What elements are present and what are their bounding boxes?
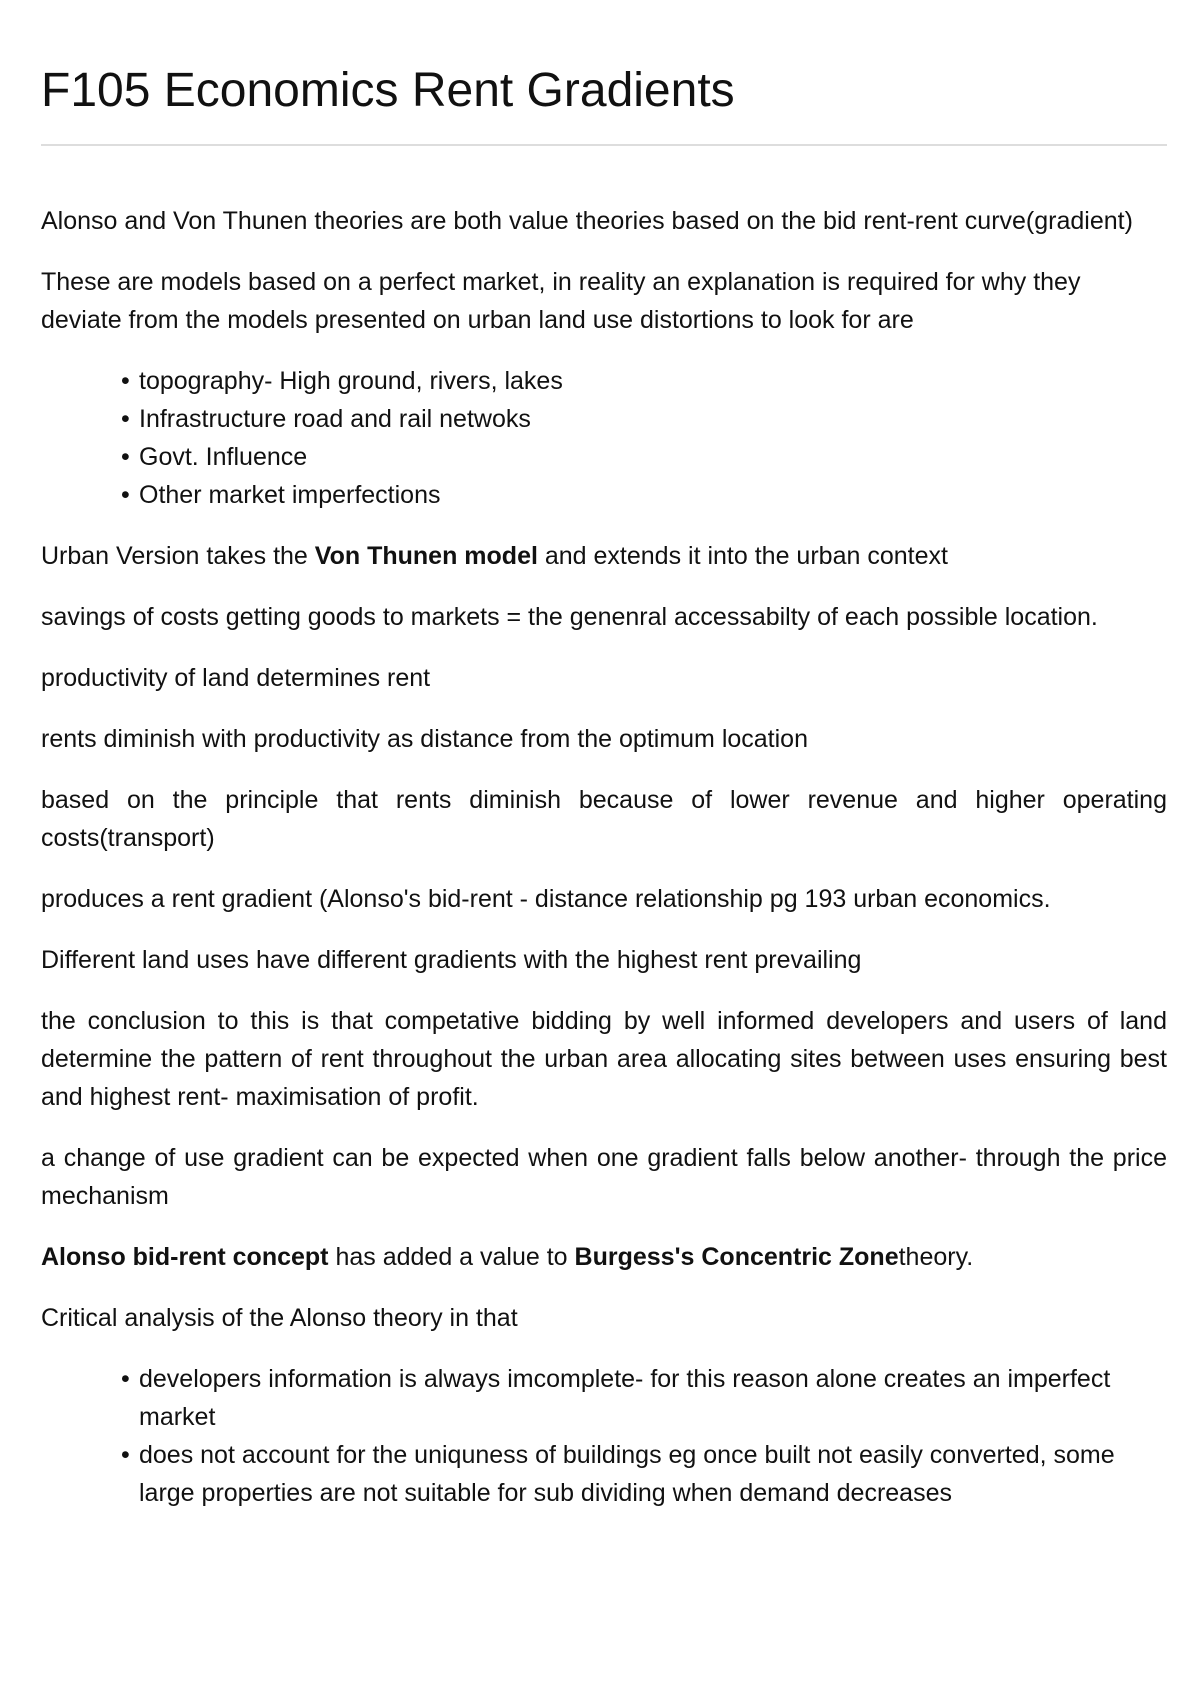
paragraph-rents-diminish: rents diminish with productivity as distance from the optimum location bbox=[41, 725, 808, 753]
list-item: • Govt. Influence bbox=[139, 438, 1167, 476]
paragraph-urban-version bbox=[41, 537, 1167, 575]
list-item: • topography- High ground, rivers, lakes bbox=[139, 362, 1167, 400]
bold-term-von-thunen-model: Von Thunen model bbox=[314, 542, 538, 570]
text-segment: has added a value to bbox=[328, 1243, 575, 1271]
list-item: • Other market imperfections bbox=[139, 476, 1167, 514]
paragraph-perfect-market: These are models based on a perfect market, in reality an explanation is required for why they deviate from the models presented on urban land use distortions to look for are bbox=[41, 268, 1081, 334]
paragraph-rent-gradient: produces a rent gradient (Alonso's bid-rent - distance relationship pg 193 urban economics. bbox=[41, 885, 1051, 913]
list-item: • Infrastructure road and rail netwoks bbox=[139, 400, 1167, 438]
bold-term-burgess-concentric-zone: Burgess's Concentric Zone bbox=[574, 1243, 899, 1271]
paragraph-land-uses: Different land uses have different gradients with the highest rent prevailing bbox=[41, 946, 862, 974]
document-page bbox=[41, 0, 1167, 1535]
page-title: F105 Economics Rent Gradients bbox=[41, 64, 735, 117]
paragraph-conclusion: the conclusion to this is that competative bidding by well informed developers and users of land determine the pattern of rent throughout the urban area allocating sites between uses ensuring best and highest rent- maximisation of profit. bbox=[41, 1007, 1167, 1111]
text-segment: and extends it into the urban context bbox=[537, 542, 948, 570]
paragraph-productivity: productivity of land determines rent bbox=[41, 664, 431, 692]
paragraph-change-of-use: a change of use gradient can be expected when one gradient falls below another- through the price mechanism bbox=[41, 1144, 1167, 1210]
paragraph-principle: based on the principle that rents diminish because of lower revenue and higher operating costs(transport) bbox=[41, 786, 1167, 852]
text-segment: Urban Version takes the bbox=[41, 542, 315, 570]
list-item: • does not account for the uniquness of buildings eg once built not easily converted, some large properties are not suitable for sub dividing when demand decreases bbox=[139, 1436, 1167, 1512]
distortions-list bbox=[41, 362, 1167, 514]
paragraph-alonso-von-thunen: Alonso and Von Thunen theories are both value theories based on the bid rent-rent curve(gradient) bbox=[41, 207, 1133, 235]
paragraph-savings: savings of costs getting goods to markets = the genenral accessabilty of each possible location. bbox=[41, 603, 1098, 631]
list-item: • developers information is always imcomplete- for this reason alone creates an imperfect market bbox=[139, 1360, 1167, 1436]
text-segment: theory. bbox=[898, 1243, 974, 1271]
paragraph-critical-analysis: Critical analysis of the Alonso theory in that bbox=[41, 1304, 518, 1332]
title-divider bbox=[41, 144, 1167, 146]
critical-analysis-list bbox=[41, 1360, 1167, 1512]
paragraph-alonso-bid-rent bbox=[41, 1238, 1167, 1276]
bold-term-alonso-bid-rent: Alonso bid-rent concept bbox=[41, 1243, 329, 1271]
